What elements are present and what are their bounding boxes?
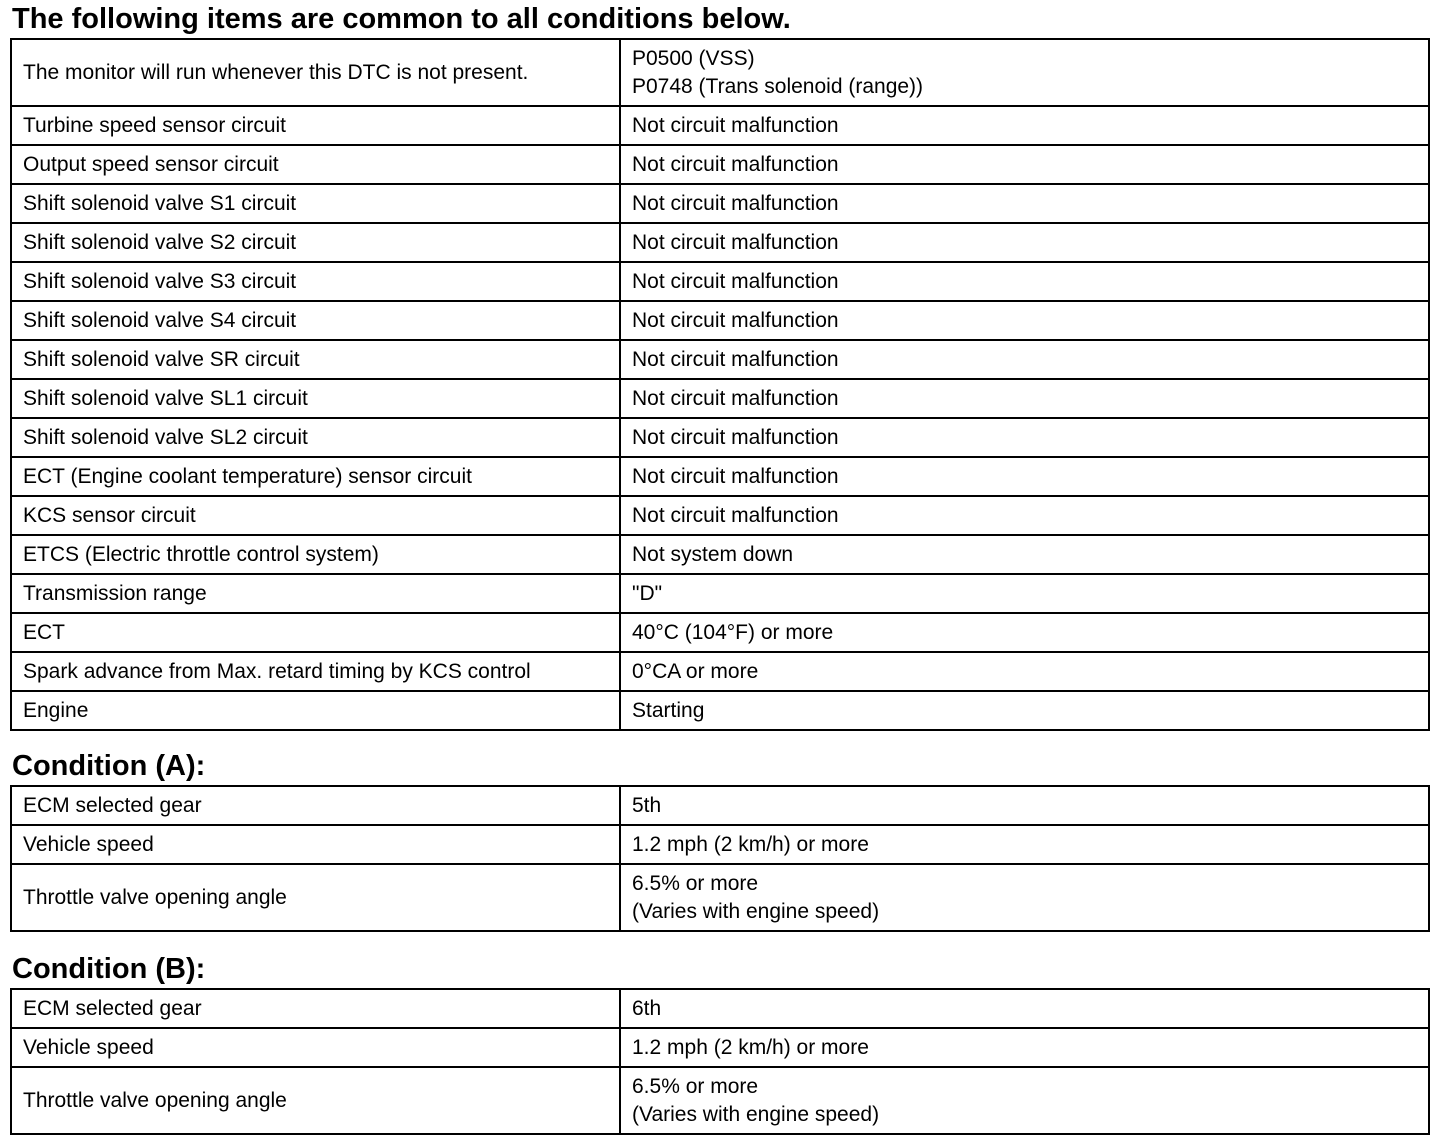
- condition-b-table: [10, 988, 1430, 1135]
- table-row: [11, 340, 1429, 379]
- table-row: [11, 1067, 1429, 1134]
- table-row: [11, 825, 1429, 864]
- condition-value: Not circuit malfunction: [620, 418, 1429, 457]
- table-row: [11, 106, 1429, 145]
- condition-item: The monitor will run whenever this DTC is not present.: [11, 39, 620, 106]
- condition-value: 6th: [620, 989, 1429, 1028]
- table-row: [11, 652, 1429, 691]
- condition-item: Spark advance from Max. retard timing by KCS control: [11, 652, 620, 691]
- condition-item: KCS sensor circuit: [11, 496, 620, 535]
- common-conditions-heading: The following items are common to all conditions below.: [12, 3, 791, 35]
- condition-value: 40°C (104°F) or more: [620, 613, 1429, 652]
- table-row: [11, 613, 1429, 652]
- condition-value: P0500 (VSS) P0748 (Trans solenoid (range)): [620, 39, 1429, 106]
- condition-value: 1.2 mph (2 km/h) or more: [620, 1028, 1429, 1067]
- table-row: [11, 418, 1429, 457]
- condition-value: Not circuit malfunction: [620, 301, 1429, 340]
- table-row: [11, 457, 1429, 496]
- condition-item: Shift solenoid valve S2 circuit: [11, 223, 620, 262]
- condition-item: Turbine speed sensor circuit: [11, 106, 620, 145]
- condition-item: Shift solenoid valve SL2 circuit: [11, 418, 620, 457]
- table-row: [11, 145, 1429, 184]
- condition-item: Engine: [11, 691, 620, 730]
- condition-value: Not circuit malfunction: [620, 262, 1429, 301]
- condition-item: Output speed sensor circuit: [11, 145, 620, 184]
- condition-value: Not circuit malfunction: [620, 145, 1429, 184]
- condition-item: Transmission range: [11, 574, 620, 613]
- condition-value: Not circuit malfunction: [620, 496, 1429, 535]
- condition-value: 0°CA or more: [620, 652, 1429, 691]
- condition-item: ECM selected gear: [11, 989, 620, 1028]
- condition-item: Shift solenoid valve S4 circuit: [11, 301, 620, 340]
- condition-value: Not circuit malfunction: [620, 106, 1429, 145]
- table-row: [11, 223, 1429, 262]
- table-row: [11, 1028, 1429, 1067]
- condition-value: 6.5% or more (Varies with engine speed): [620, 864, 1429, 931]
- condition-item: Throttle valve opening angle: [11, 864, 620, 931]
- condition-value: Not circuit malfunction: [620, 184, 1429, 223]
- table-row: [11, 262, 1429, 301]
- condition-value: Not circuit malfunction: [620, 457, 1429, 496]
- condition-item: ECM selected gear: [11, 786, 620, 825]
- table-row: [11, 989, 1429, 1028]
- condition-item: Shift solenoid valve SL1 circuit: [11, 379, 620, 418]
- condition-item: Shift solenoid valve S3 circuit: [11, 262, 620, 301]
- condition-b-heading: Condition (B):: [12, 953, 206, 985]
- table-row: [11, 574, 1429, 613]
- table-row: [11, 864, 1429, 931]
- condition-item: Vehicle speed: [11, 825, 620, 864]
- condition-value: Not circuit malfunction: [620, 379, 1429, 418]
- condition-item: Throttle valve opening angle: [11, 1067, 620, 1134]
- condition-value: 5th: [620, 786, 1429, 825]
- condition-value: Not circuit malfunction: [620, 340, 1429, 379]
- condition-item: Vehicle speed: [11, 1028, 620, 1067]
- table-row: [11, 39, 1429, 106]
- condition-item: ECT: [11, 613, 620, 652]
- condition-value: 6.5% or more (Varies with engine speed): [620, 1067, 1429, 1134]
- condition-value: Not circuit malfunction: [620, 223, 1429, 262]
- table-row: [11, 184, 1429, 223]
- table-row: [11, 786, 1429, 825]
- table-row: [11, 691, 1429, 730]
- condition-item: ECT (Engine coolant temperature) sensor circuit: [11, 457, 620, 496]
- condition-value: Starting: [620, 691, 1429, 730]
- condition-a-heading: Condition (A):: [12, 750, 206, 782]
- condition-item: Shift solenoid valve SR circuit: [11, 340, 620, 379]
- condition-value: "D": [620, 574, 1429, 613]
- table-row: [11, 379, 1429, 418]
- condition-a-table: [10, 785, 1430, 932]
- condition-item: Shift solenoid valve S1 circuit: [11, 184, 620, 223]
- common-conditions-table: [10, 38, 1430, 731]
- table-row: [11, 496, 1429, 535]
- table-row: [11, 535, 1429, 574]
- table-row: [11, 301, 1429, 340]
- condition-item: ETCS (Electric throttle control system): [11, 535, 620, 574]
- condition-value: Not system down: [620, 535, 1429, 574]
- condition-value: 1.2 mph (2 km/h) or more: [620, 825, 1429, 864]
